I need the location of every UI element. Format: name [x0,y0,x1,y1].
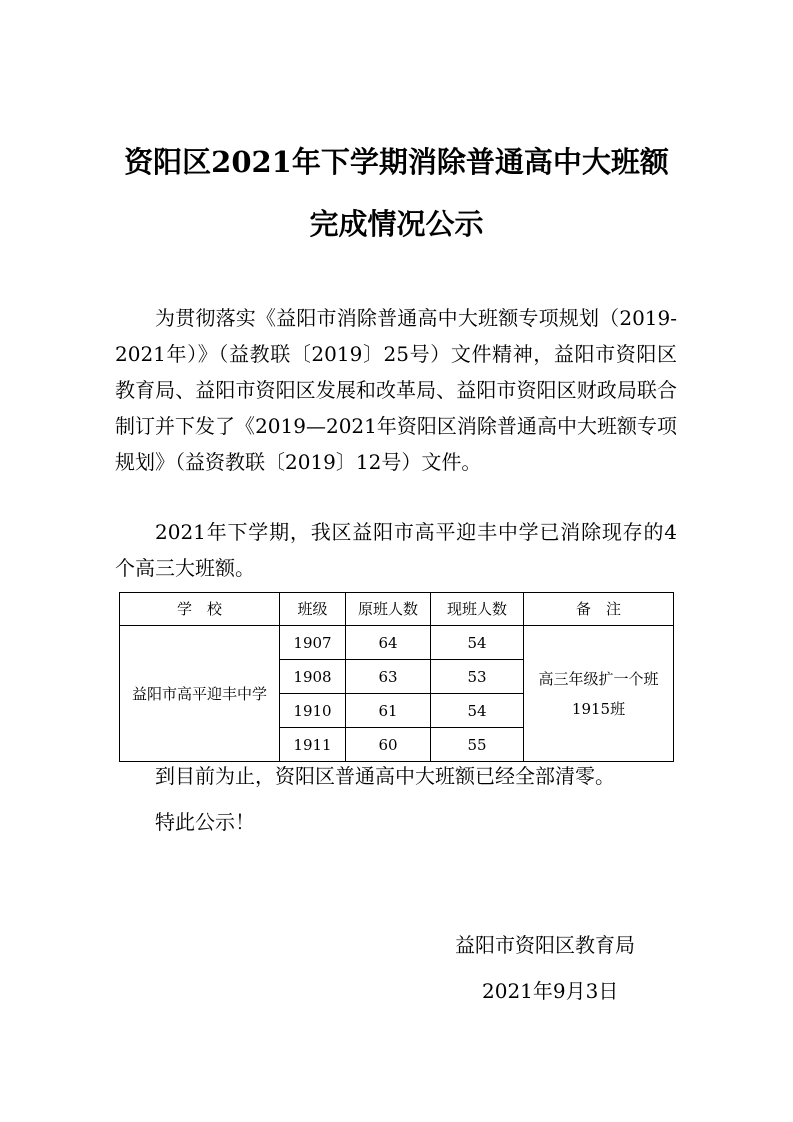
current-count-cell: 54 [431,694,524,728]
class-cell: 1910 [280,694,346,728]
header-current-count: 现班人数 [431,593,524,626]
note-line2: 1915班 [571,699,626,718]
body-paragraph-1: 为贯彻落实《益阳市消除普通高中大班额专项规划（2019-2021年）》（益教联〔2019〕25号）文件精神，益阳市资阳区教育局、益阳市资阳区发展和改革局、益阳市资阳区财政局联合制订并下发了《2019—2021年资阳区消除普通高中大班额专项规划》（益资教联〔2019〕12号）文件。 [115,306,677,474]
signature-organization: 益阳市资阳区教育局 [455,933,635,957]
body-paragraph-2: 2021年下学期，我区益阳市高平迎丰中学已消除现存的4个高三大班额。 [115,520,677,580]
table-header-row [120,593,674,626]
document-title-line1: 资阳区2021年下学期消除普通高中大班额 [124,145,669,179]
header-school: 学 校 [120,593,280,626]
document-title-line2: 完成情况公示 [309,207,484,241]
signature-date: 2021年9月3日 [482,979,619,1003]
original-count-cell: 61 [346,694,431,728]
class-cell: 1908 [280,660,346,694]
body-paragraph-3: 到目前为止，资阳区普通高中大班额已经全部清零。 [155,764,615,788]
class-size-table [119,592,674,762]
class-cell: 1911 [280,728,346,762]
note-line1: 高三年级扩一个班 [538,669,659,688]
header-note: 备 注 [524,593,674,626]
original-count-cell: 63 [346,660,431,694]
original-count-cell: 60 [346,728,431,762]
note-cell [524,626,674,762]
current-count-cell: 53 [431,660,524,694]
original-count-cell: 64 [346,626,431,660]
header-class: 班级 [280,593,346,626]
current-count-cell: 55 [431,728,524,762]
school-name-cell: 益阳市高平迎丰中学 [120,626,280,762]
class-cell: 1907 [280,626,346,660]
body-paragraph-4: 特此公示！ [155,810,255,834]
header-original-count: 原班人数 [346,593,431,626]
table-row [120,626,674,660]
current-count-cell: 54 [431,626,524,660]
